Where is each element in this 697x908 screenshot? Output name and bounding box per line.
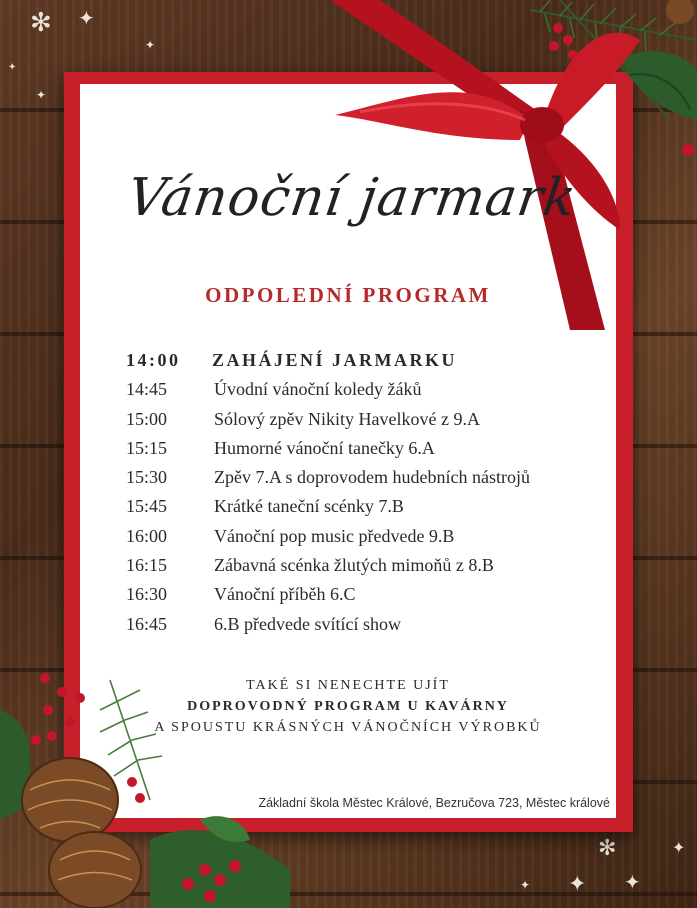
schedule-row — [126, 526, 626, 555]
sparkle-icon: ✦ — [8, 62, 17, 73]
schedule-time: 14:00 — [126, 350, 181, 370]
schedule-time: 15:15 — [126, 437, 168, 458]
schedule-event: Sólový zpěv Nikity Havelkové z 9.A — [214, 408, 480, 429]
sparkle-icon: ✦ — [624, 870, 641, 894]
schedule-row — [126, 350, 626, 379]
schedule-event: Humorné vánoční tanečky 6.A — [214, 437, 435, 458]
schedule-event: 6.B předvede svítící show — [214, 613, 401, 634]
footer-line: A SPOUSTU KRÁSNÝCH VÁNOČNÍCH VÝROBKŮ — [154, 720, 542, 735]
schedule-row — [126, 614, 626, 643]
schedule-row — [126, 379, 626, 408]
schedule-row — [126, 555, 626, 584]
schedule-time: 16:00 — [126, 525, 168, 546]
schedule-row — [126, 496, 626, 525]
schedule-event: Vánoční příběh 6.C — [214, 584, 356, 605]
schedule-time: 16:30 — [126, 584, 168, 605]
schedule-time: 15:45 — [126, 496, 168, 517]
snowflake-icon: ✻ — [30, 8, 52, 38]
schedule-event: Úvodní vánoční koledy žáků — [214, 379, 422, 400]
sparkle-icon: ✦ — [36, 88, 47, 102]
schedule-event: Zábavná scénka žlutých mimoňů z 8.B — [214, 555, 494, 576]
school-address: Základní škola Městec Králové, Bezručova 723, Městec králové — [258, 796, 610, 810]
schedule-row — [126, 409, 626, 438]
program-schedule — [126, 350, 626, 643]
poster-title: Vánoční jarmark — [123, 168, 581, 228]
snowflake-icon: ✻ — [598, 836, 617, 861]
sparkle-icon: ✦ — [520, 878, 531, 892]
schedule-time: 16:15 — [126, 555, 168, 576]
schedule-time: 15:30 — [126, 467, 168, 488]
schedule-row — [126, 584, 626, 613]
schedule-event: Vánoční pop music předvede 9.B — [214, 525, 455, 546]
program-subtitle: ODPOLEDNÍ PROGRAM — [205, 283, 491, 307]
footer-note — [80, 678, 616, 741]
schedule-time: 15:00 — [126, 408, 168, 429]
sparkle-icon: ✦ — [145, 38, 156, 52]
schedule-event: Krátké taneční scénky 7.B — [214, 496, 404, 517]
schedule-time: 14:45 — [126, 379, 168, 400]
footer-line-highlight: DOPROVODNÝ PROGRAM U KAVÁRNY — [187, 699, 509, 714]
schedule-event: ZAHÁJENÍ JARMARKU — [212, 350, 457, 370]
sparkle-icon: ✦ — [672, 838, 686, 857]
schedule-event: Zpěv 7.A s doprovodem hudebních nástrojů — [214, 467, 530, 488]
sparkle-icon: ✦ — [78, 6, 95, 30]
sparkle-icon: ✦ — [568, 872, 587, 897]
ribbon-bow-icon — [320, 0, 650, 330]
schedule-row — [126, 467, 626, 496]
schedule-time: 16:45 — [126, 613, 168, 634]
footer-line: TAKÉ SI NENECHTE UJÍT — [246, 678, 450, 693]
schedule-row — [126, 438, 626, 467]
